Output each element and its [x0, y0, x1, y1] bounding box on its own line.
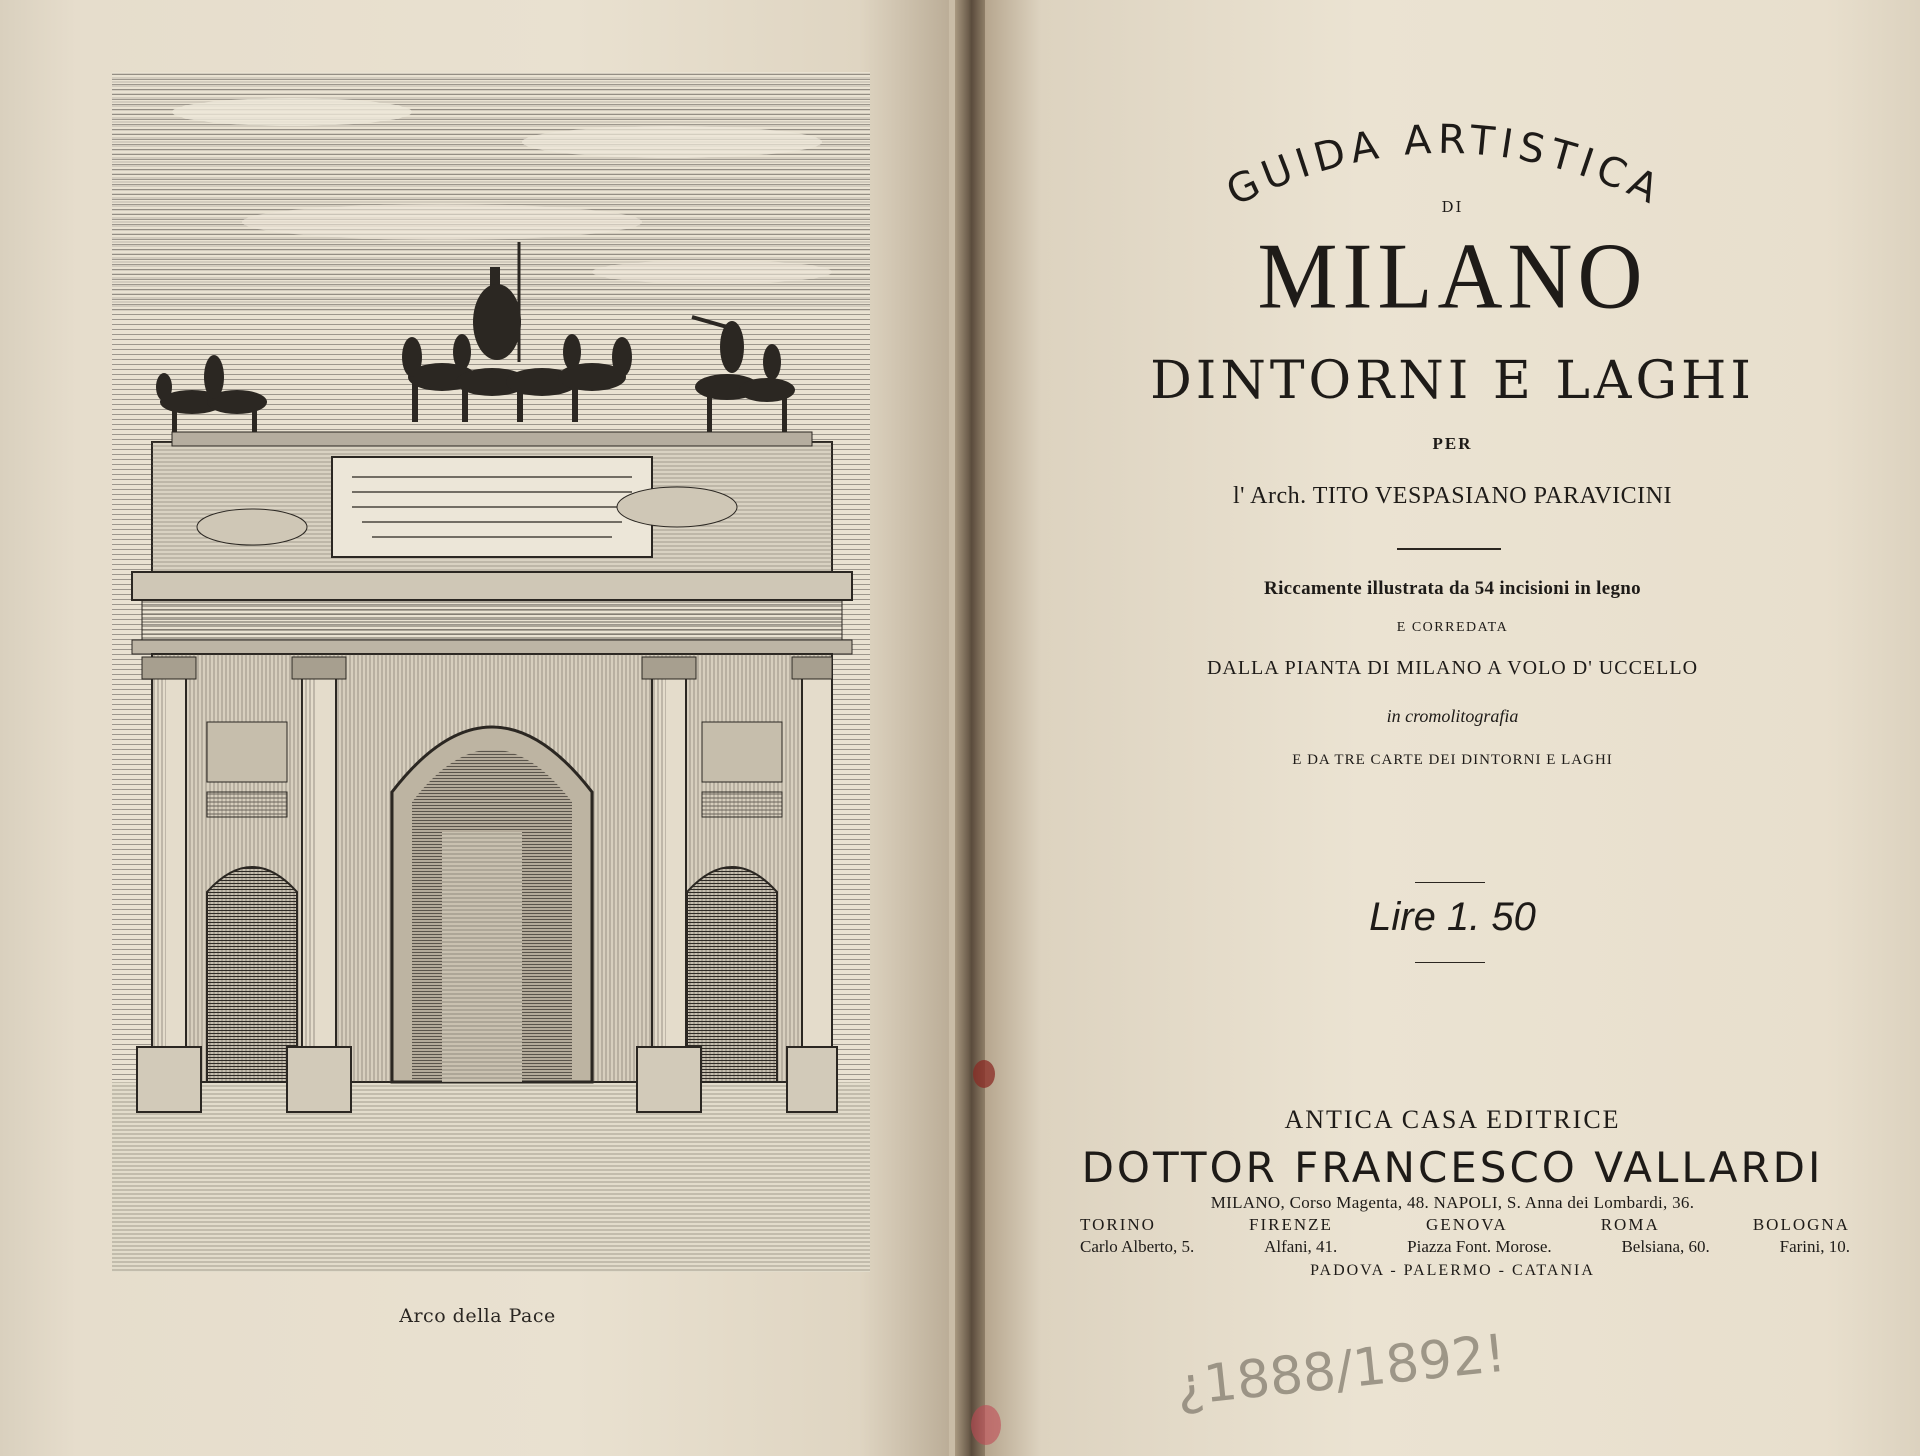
price: Lire 1. 50 [1369, 895, 1536, 939]
pencil-date: ¿1888/1892! [1173, 1323, 1509, 1418]
street-firenze: Alfani, 41. [1264, 1237, 1338, 1256]
branch-cities [1080, 1215, 1850, 1235]
publisher-intro: ANTICA CASA EDITRICE [1284, 1105, 1621, 1134]
other-cities: PADOVA - PALERMO - CATANIA [1310, 1262, 1595, 1279]
city-roma: ROMA [1600, 1215, 1660, 1234]
illustrations-note: Riccamente illustrata da 54 incisioni in legno [1264, 578, 1641, 599]
city-bologna: BOLOGNA [1752, 1215, 1850, 1234]
publisher-name: DOTTOR FRANCESCO VALLARDI [1081, 1143, 1824, 1192]
street-genova: Piazza Font. Morose. [1407, 1237, 1552, 1256]
pianta-note: DALLA PIANTA DI MILANO A VOLO D' UCCELLO [1206, 657, 1699, 679]
pink-stain [971, 1405, 1001, 1445]
engraving-caption: Arco della Pace [399, 1305, 556, 1327]
cromo-note: in cromolitografia [1386, 706, 1519, 726]
title-arc-text: GUIDA ARTISTICA [1219, 116, 1671, 216]
street-bologna: Farini, 10. [1779, 1237, 1850, 1256]
city-genova: GENOVA [1426, 1215, 1508, 1234]
red-stain [973, 1060, 995, 1088]
branch-streets [1080, 1237, 1850, 1257]
pencil-annotation [1155, 1300, 1675, 1420]
street-roma: Belsiana, 60. [1621, 1237, 1710, 1256]
title-page [985, 0, 1920, 1456]
corredata-label: E CORREDATA [1396, 620, 1509, 635]
carte-note: E DA TRE CARTE DEI DINTORNI E LAGHI [1292, 752, 1613, 768]
arco-della-pace-engraving [112, 72, 870, 1272]
city-torino: TORINO [1080, 1215, 1156, 1234]
per-label: PER [1432, 434, 1473, 453]
publisher-address: MILANO, Corso Magenta, 48. NAPOLI, S. Anna dei Lombardi, 36. [1210, 1193, 1695, 1212]
left-page [0, 0, 955, 1456]
price-rule-top [1415, 882, 1485, 883]
city-title: MILANO [1257, 224, 1648, 329]
author: l' Arch. TITO VESPASIANO PARAVICINI [1232, 483, 1672, 509]
di-label: DI [1441, 198, 1464, 216]
price-rule-bottom [1415, 962, 1485, 963]
city-firenze: FIRENZE [1249, 1215, 1333, 1234]
book-gutter [955, 0, 985, 1456]
divider-rule [1397, 548, 1501, 550]
subtitle: DINTORNI E LAGHI [1150, 351, 1755, 411]
street-torino: Carlo Alberto, 5. [1080, 1237, 1195, 1256]
